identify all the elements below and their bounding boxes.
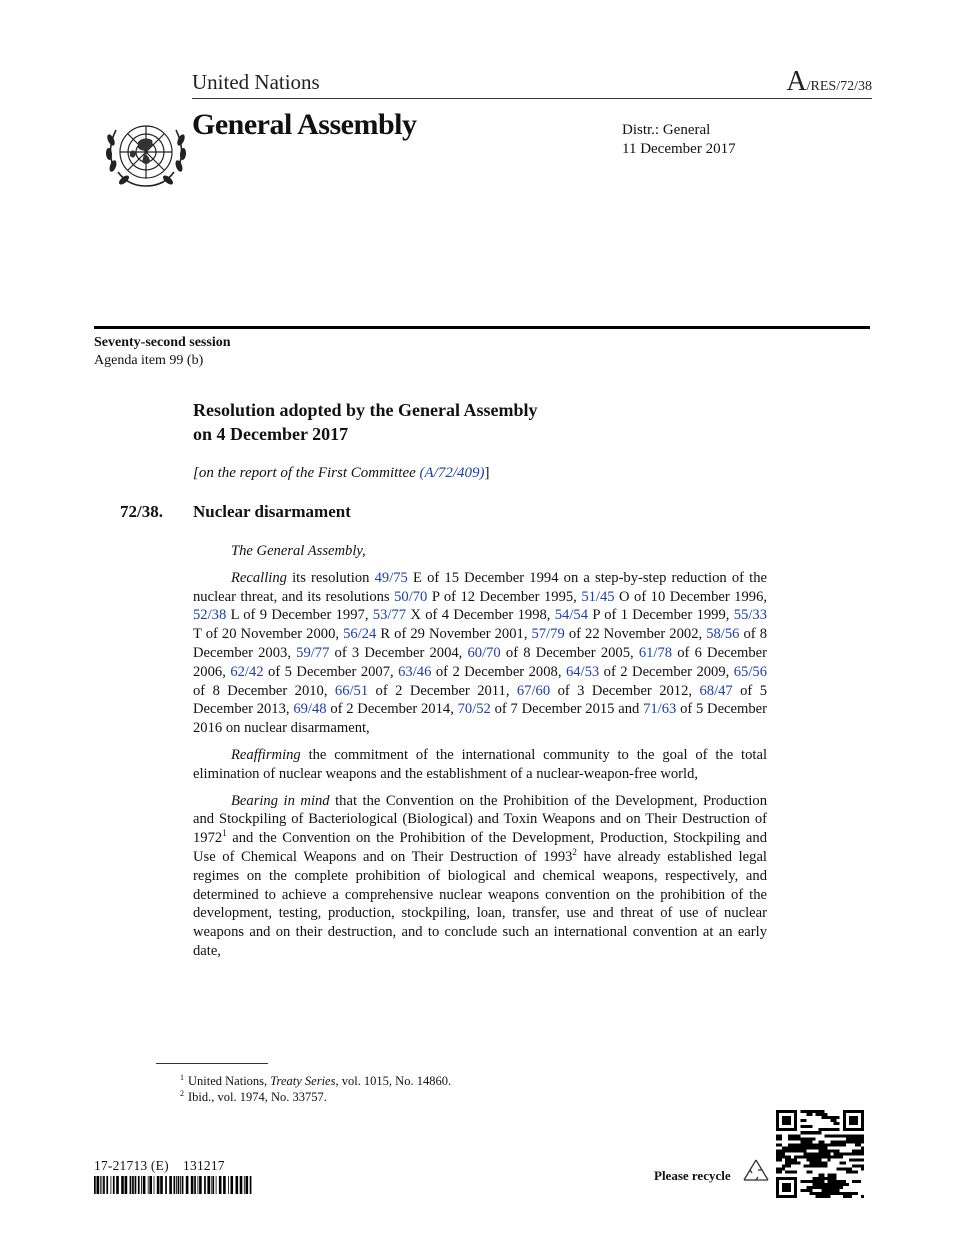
resolution-link[interactable]: 59/77 xyxy=(296,644,330,661)
resolution-link[interactable]: 49/75 xyxy=(374,569,408,586)
resolution-link[interactable]: 67/60 xyxy=(516,682,551,699)
paragraph-recalling: Recalling its resolution 49/75 E of 15 December 1994 on a step-by-step reduction of the nuclear threat, and its resolutions 50/70 P of 12 December 1995, 51/45 O of 10 December 1996, 52/38 L of 9 December 1997, 53/77 X of 4 December 1998, 54/54 P of 1 December 1999, 55/33 T of 20 November 2000, 56/24 R of 29 November 2001, 57/79 of 22 November 2002, 58/56 of 8 December 2003, 59/77 of 3 December 2004, 60/70 of 8 December 2005, 61/78 of 6 December 2006, 62/42 of 5 December 2007, 63/46 of 2 December 2008, 64/53 of 2 December 2009, 65/56 of 8 December 2010, 66/51 of 2 December 2011, 67/60 of 3 December 2012, 68/47 of 5 December 2013, 69/48 of 2 December 2014, 70/52 of 7 December 2015 and 71/63 of 5 December 2016 on nuclear disarmament, xyxy=(193,569,768,737)
resolution-number: 72/38. xyxy=(120,502,163,521)
resolution-link[interactable]: 61/78 xyxy=(638,644,673,661)
symbol-prefix: A xyxy=(786,66,807,97)
page-title: General Assembly xyxy=(192,108,417,141)
resolution-title xyxy=(193,398,538,446)
resolution-link[interactable]: 62/42 xyxy=(230,663,264,680)
resolution-link[interactable]: 56/24 xyxy=(343,626,377,643)
resolution-link[interactable]: 64/53 xyxy=(565,663,600,680)
agenda-item: Agenda item 99 (b) xyxy=(94,353,204,368)
resolution-link[interactable]: 57/79 xyxy=(531,626,565,643)
footnote-item: $^1$ United Nations, Treaty Series, vol. 1015, No. 14860. xyxy=(180,1072,452,1088)
organization-name: United Nations xyxy=(192,70,320,94)
header-rule xyxy=(192,98,872,99)
resolution-link[interactable]: 70/52 xyxy=(457,701,491,718)
footnote-rule xyxy=(156,1063,268,1064)
resolution-link[interactable]: 55/33 xyxy=(733,607,767,624)
report-suffix: ] xyxy=(484,465,490,481)
session-title: Seventy-second session xyxy=(94,335,231,350)
report-link[interactable]: (A/72/409) xyxy=(419,465,485,481)
footnote-ref[interactable]: 2 xyxy=(572,847,577,858)
recycle-icon xyxy=(740,1156,772,1188)
preamble-opening: The General Assembly, xyxy=(231,543,366,559)
report-prefix: [on the report of the First Committee xyxy=(193,465,420,481)
qr-code-icon xyxy=(776,1110,864,1198)
resolution-link[interactable]: 54/54 xyxy=(554,607,588,624)
resolution-link[interactable]: 68/47 xyxy=(699,682,733,699)
resolution-link[interactable]: 66/51 xyxy=(334,682,369,699)
resolution-link[interactable]: 69/48 xyxy=(293,701,327,718)
barcode-icon xyxy=(94,1176,254,1194)
resolution-title-line1: Resolution adopted by the General Assembly xyxy=(193,400,538,420)
symbol-rest: /RES/72/38 xyxy=(806,79,872,94)
recycle-label: Please recycle xyxy=(654,1168,731,1183)
resolution-link[interactable]: 51/45 xyxy=(581,588,615,605)
resolution-link[interactable]: 63/46 xyxy=(398,663,432,680)
resolution-name: Nuclear disarmament xyxy=(193,502,351,521)
document-symbol xyxy=(786,66,872,98)
resolution-link[interactable]: 58/56 xyxy=(706,626,740,643)
distribution-label: Distr.: General xyxy=(622,122,711,138)
un-emblem-icon xyxy=(100,108,192,200)
job-number: 17-21713 (E) 131217 xyxy=(94,1158,225,1173)
distribution-block xyxy=(622,121,736,159)
resolution-link[interactable]: 52/38 xyxy=(193,607,227,624)
footnote-ref[interactable]: 1 xyxy=(222,828,227,839)
session-rule xyxy=(94,326,870,329)
resolution-link[interactable]: 60/70 xyxy=(467,644,501,661)
resolution-link[interactable]: 71/63 xyxy=(643,701,677,718)
footnote-item: $^2$ Ibid., vol. 1974, No. 33757. xyxy=(180,1088,327,1104)
footnotes xyxy=(180,1073,451,1105)
resolution-link[interactable]: 65/56 xyxy=(733,663,767,680)
paragraph-bearing-in-mind: Bearing in mind that the Convention on the Prohibition of the Development, Production and Stockpiling of Bacteriological (Biological) and Toxin Weapons and on Their Destruction of 1972$^1$ and the Convention on the Prohibition of the Development, Production, Stockpiling and Use of Chemical Weapons and on Their Destruction of 1993$^2$ have already established legal regimes on the complete prohibition of biological and chemical weapons, respectively, and determined to achieve a comprehensive nuclear weapons convention on the prohibition of the development, testing, production, stockpiling, loan, transfer, use and threat of use of nuclear weapons and on their destruction, and to conclude such an international convention at an early date, xyxy=(193,792,767,959)
paragraph-lead: Bearing in mind xyxy=(231,792,330,809)
document-date: 11 December 2017 xyxy=(622,141,736,157)
resolution-title-line2: on 4 December 2017 xyxy=(193,424,349,444)
resolution-link[interactable]: 53/77 xyxy=(372,607,407,624)
paragraph-reaffirming: Reaffirming the commitment of the international community to the goal of the total elimination of nuclear weapons and the establishment of a nuclear-weapon-free world, xyxy=(193,746,767,782)
resolution-body xyxy=(193,542,767,969)
paragraph-lead: Reaffirming xyxy=(231,746,301,763)
session-block xyxy=(94,334,231,370)
resolution-link[interactable]: 50/70 xyxy=(394,588,428,605)
report-reference xyxy=(193,465,490,482)
paragraph-lead: Recalling xyxy=(231,569,287,586)
